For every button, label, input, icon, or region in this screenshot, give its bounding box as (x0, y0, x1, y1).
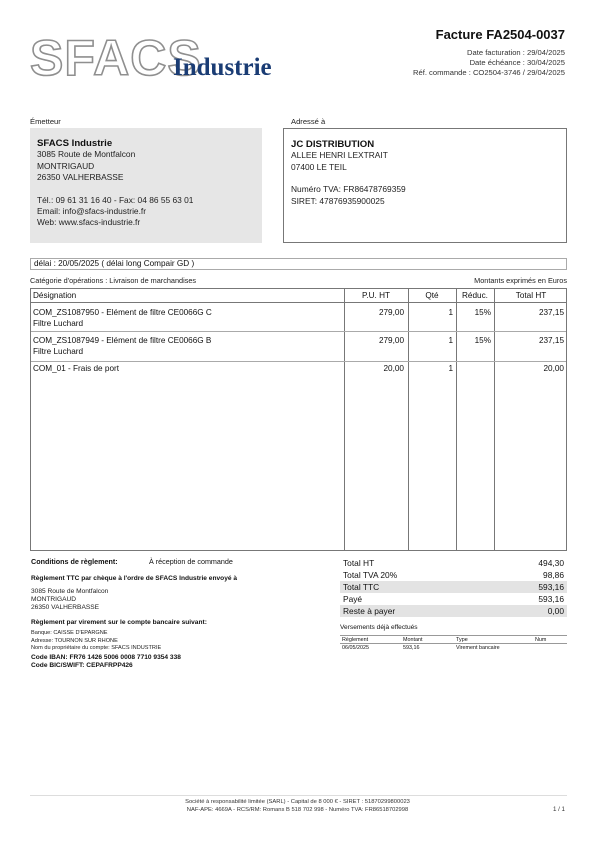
logo-text-industrie: Industrie (173, 54, 272, 81)
payments-made-title: Versements déjà effectués (340, 624, 418, 631)
client-label: Adressé à (291, 117, 326, 126)
row-2-total: 237,15 (538, 336, 564, 345)
footer-legal-line-1: Société à responsabilité limitée (SARL) - Capital de 8 000 € - SIRET : 51870299800023 (185, 799, 410, 805)
row-1-discount: 15% (474, 308, 491, 317)
total-tva-label: Total TVA 20% (343, 570, 398, 580)
row-2-designation: COM_ZS1087949 - Elément de filtre CE0066G B (33, 336, 212, 345)
payment-terms-label: Conditions de règlement: (31, 557, 118, 566)
client-address-1: ALLEE HENRI LEXTRAIT (291, 150, 388, 161)
remaining-row (340, 605, 567, 617)
bic-code: Code BIC/SWIFT: CEPAFRPP426 (31, 662, 133, 669)
header-designation: Désignation (33, 291, 77, 300)
emetteur-email: Email: info@sfacs-industrie.fr (37, 206, 147, 217)
payment-terms-value: À réception de commande (149, 557, 233, 566)
emetteur-box (30, 128, 262, 243)
payment-type: Virement bancaire (456, 645, 500, 651)
delivery-delay: délai : 20/05/2025 ( délai long Compair GD ) (30, 258, 567, 270)
payment-date: 06/05/2025 (342, 645, 369, 651)
client-box (283, 128, 567, 243)
row-3-total: 20,00 (543, 364, 564, 373)
row-2-discount: 15% (474, 336, 491, 345)
remaining-value: 0,00 (547, 606, 564, 616)
row-3-unit-price: 20,00 (383, 364, 404, 373)
emetteur-phone-fax: Tél.: 09 61 31 16 40 - Fax: 04 86 55 63 01 (37, 194, 194, 205)
bank-transfer-title: Règlement par virement sur le compte bancaire suivant: (31, 619, 207, 626)
invoice-due-date: Date échéance : 30/04/2025 (469, 58, 565, 67)
row-2-designation-detail: Filtre Luchard (33, 347, 84, 356)
emetteur-address-2: MONTRIGAUD (37, 160, 95, 171)
payment-row (340, 644, 567, 653)
account-owner: Nom du propriétaire du compte: SFACS INDUSTRIE (31, 645, 162, 651)
total-ht-label: Total HT (343, 558, 375, 568)
client-vat-number: Numéro TVA: FR86478769359 (291, 184, 406, 195)
row-3-designation: COM_01 - Frais de port (33, 364, 119, 373)
payments-header-type: Type (456, 637, 468, 643)
emetteur-address-1: 3085 Route de Montfalcon (37, 149, 136, 160)
iban-code: Code IBAN: FR76 1426 5006 0008 7710 9354 338 (31, 654, 181, 661)
payments-header-montant: Montant (403, 637, 423, 643)
logo-text-sfacs: SFACS (30, 30, 202, 86)
row-1-designation: COM_ZS1087950 - Elément de filtre CE0066G C (33, 308, 212, 317)
total-ht-value: 494,30 (538, 558, 564, 568)
client-address-2: 07400 LE TEIL (291, 161, 347, 172)
row-2-unit-price: 279,00 (378, 336, 404, 345)
row-2-quantity: 1 (448, 336, 453, 345)
cheque-address-3: 26350 VALHERBASSE (31, 604, 100, 611)
row-1-designation-detail: Filtre Luchard (33, 319, 84, 328)
order-reference: Réf. commande : CO2504-3746 / 29/04/2025 (413, 68, 565, 77)
paid-label: Payé (343, 594, 363, 604)
bank-name: Banque: CAISSE D'EPARGNE (31, 630, 108, 636)
total-ttc-row (340, 581, 567, 593)
invoice-date: Date facturation : 29/04/2025 (467, 48, 565, 57)
row-1-unit-price: 279,00 (378, 308, 404, 317)
operation-category: Catégorie d'opérations : Livraison de marchandises (30, 276, 197, 285)
cheque-title: Règlement TTC par chèque à l'ordre de SFACS Industrie envoyé à (31, 575, 238, 582)
header-quantity: Qté (425, 291, 439, 300)
items-table (30, 288, 567, 551)
payments-header-num: Num (535, 637, 547, 643)
currency-note: Montants exprimés en Euros (474, 276, 567, 285)
emetteur-name: SFACS Industrie (37, 138, 113, 149)
payments-header-reglement: Règlement (342, 637, 369, 643)
cheque-address-1: 3085 Route de Montfalcon (31, 588, 109, 595)
emetteur-web: Web: www.sfacs-industrie.fr (37, 217, 141, 228)
total-ht-row (340, 557, 567, 569)
total-tva-row (340, 569, 567, 581)
bank-address: Adresse: TOURNON SUR RHONE (31, 638, 118, 644)
footer-legal-line-2: NAF-APE: 4669A - RCS/RM: Romans B 518 702 998 - Numéro TVA: FR86518702998 (186, 807, 409, 813)
row-1-total: 237,15 (538, 308, 564, 317)
total-ttc-value: 593,16 (538, 582, 564, 592)
payment-amount: 593,16 (403, 645, 420, 651)
paid-value: 593,16 (538, 594, 564, 604)
header-total-ht: Total HT (515, 291, 547, 300)
client-name: JC DISTRIBUTION (291, 139, 375, 150)
header-discount: Réduc. (462, 291, 488, 300)
page-number: 1 / 1 (552, 806, 565, 813)
client-siret: SIRET: 47876935900025 (291, 195, 385, 206)
paid-row (340, 593, 567, 605)
total-ttc-label: Total TTC (343, 582, 380, 592)
total-tva-value: 98,86 (543, 570, 564, 580)
emetteur-label: Émetteur (30, 117, 61, 126)
company-logo (30, 30, 290, 86)
row-1-quantity: 1 (448, 308, 453, 317)
invoice-title: Facture FA2504-0037 (435, 27, 565, 42)
emetteur-address-3: 26350 VALHERBASSE (37, 172, 124, 183)
payments-header-row (340, 635, 567, 644)
footer-divider (30, 795, 567, 796)
row-3-quantity: 1 (448, 364, 453, 373)
header-unit-price: P.U. HT (361, 291, 391, 300)
remaining-label: Reste à payer (343, 606, 396, 616)
totals-block (340, 557, 567, 617)
cheque-address-2: MONTRIGAUD (31, 596, 77, 603)
payments-table (340, 635, 567, 653)
